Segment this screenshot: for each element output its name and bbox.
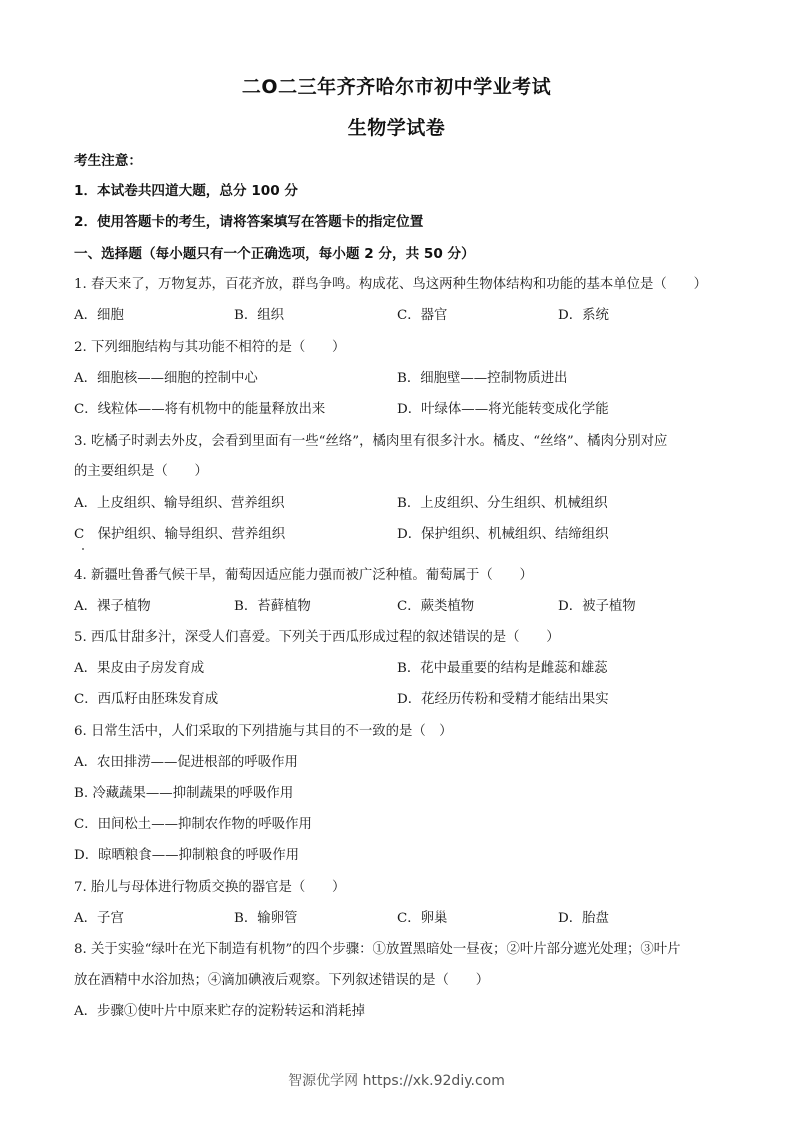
question-5-option-b: B．花中最重要的结构是雌蕊和雄蕊: [397, 661, 608, 676]
question-6-option-a: A．农田排涝——促进根部的呼吸作用: [74, 755, 298, 770]
section-1-heading: 一、选择题（每小题只有一个正确选项，每小题 2 分，共 50 分）: [74, 246, 475, 262]
exam-title: 二O二三年齐齐哈尔市初中学业考试: [241, 76, 552, 98]
question-3-stem-cont: 的主要组织是（ ）: [74, 464, 208, 479]
question-6-option-c: C．田间松土——抑制农作物的呼吸作用: [74, 817, 312, 832]
question-7-option-b: B．输卵管: [234, 911, 298, 926]
question-2-stem: 2. 下列细胞结构与其功能不相符的是（ ）: [74, 340, 346, 355]
question-2-option-a: A．细胞核——细胞的控制中心: [74, 371, 258, 386]
question-3-option-d: D．保护组织、机械组织、结缔组织: [397, 527, 609, 542]
question-7-option-a: A．子宫: [74, 911, 124, 926]
question-2-option-b: B．细胞壁——控制物质进出: [397, 371, 568, 386]
question-4-option-b: B．苔藓植物: [234, 599, 311, 614]
question-6-option-b: B. 冷藏蔬果——抑制蔬果的呼吸作用: [74, 786, 294, 801]
question-4-option-a: A．裸子植物: [74, 599, 151, 614]
question-3-option-c: C 保护组织、输导组织、营养组织: [74, 527, 286, 542]
question-8-stem-cont: 放在酒精中水浴加热；④滴加碘液后观察。下列叙述错误的是（ ）: [74, 973, 490, 988]
question-1-stem: 1. 春天来了，万物复苏，百花齐放，群鸟争鸣。构成花、鸟这两种生物体结构和功能的基本单位是（ ）: [74, 277, 707, 292]
footer-watermark: 智源优学网 https://xk.92diy.com: [288, 1073, 505, 1089]
question-6-option-d: D．晾晒粮食——抑制粮食的呼吸作用: [74, 848, 299, 863]
question-6-stem: 6. 日常生活中，人们采取的下列措施与其目的不一致的是（ ）: [74, 724, 453, 739]
question-4-option-c: C．蕨类植物: [397, 599, 475, 614]
exam-subtitle: 生物学试卷: [347, 117, 446, 139]
question-1-option-c: C．器官: [397, 308, 448, 323]
question-2-option-d: D．叶绿体——将光能转变成化学能: [397, 402, 609, 417]
question-1-option-d: D．系统: [558, 308, 609, 323]
question-3-option-a: A．上皮组织、输导组织、营养组织: [74, 496, 285, 511]
notice-item-1: 1．本试卷共四道大题，总分 100 分: [74, 183, 299, 199]
question-3-option-b: B．上皮组织、分生组织、机械组织: [397, 496, 608, 511]
question-5-option-c: C．西瓜籽由胚珠发育成: [74, 692, 219, 707]
question-7-option-d: D．胎盘: [558, 911, 609, 926]
notice-heading: 考生注意：: [74, 153, 142, 169]
question-3-stem: 3. 吃橘子时剥去外皮，会看到里面有一些“丝络”，橘肉里有很多汁水。橘皮、“丝络”、橘肉分别对应: [74, 434, 668, 449]
question-4-stem: 4. 新疆吐鲁番气候干旱，葡萄因适应能力强而被广泛种植。葡萄属于（ ）: [74, 568, 533, 583]
question-2-option-c: C．线粒体——将有机物中的能量释放出来: [74, 402, 326, 417]
question-8-option-a: A．步骤①使叶片中原来贮存的淀粉转运和消耗掉: [74, 1004, 365, 1019]
question-8-stem: 8. 关于实验“绿叶在光下制造有机物”的四个步骤：①放置黑暗处一昼夜；②叶片部分遮光处理；③叶片: [74, 942, 681, 957]
question-1-option-b: B．组织: [234, 308, 285, 323]
question-7-option-c: C．卵巢: [397, 911, 448, 926]
question-1-option-a: A．细胞: [74, 308, 124, 323]
notice-item-2: 2．使用答题卡的考生，请将答案填写在答题卡的指定位置: [74, 214, 424, 230]
question-5-stem: 5. 西瓜甘甜多汁，深受人们喜爱。下列关于西瓜形成过程的叙述错误的是（ ）: [74, 630, 560, 645]
stray-mark: [82, 548, 84, 550]
question-4-option-d: D．被子植物: [558, 599, 636, 614]
question-7-stem: 7. 胎儿与母体进行物质交换的器官是（ ）: [74, 880, 346, 895]
question-5-option-d: D．花经历传粉和受精才能结出果实: [397, 692, 609, 707]
question-5-option-a: A．果皮由子房发育成: [74, 661, 205, 676]
